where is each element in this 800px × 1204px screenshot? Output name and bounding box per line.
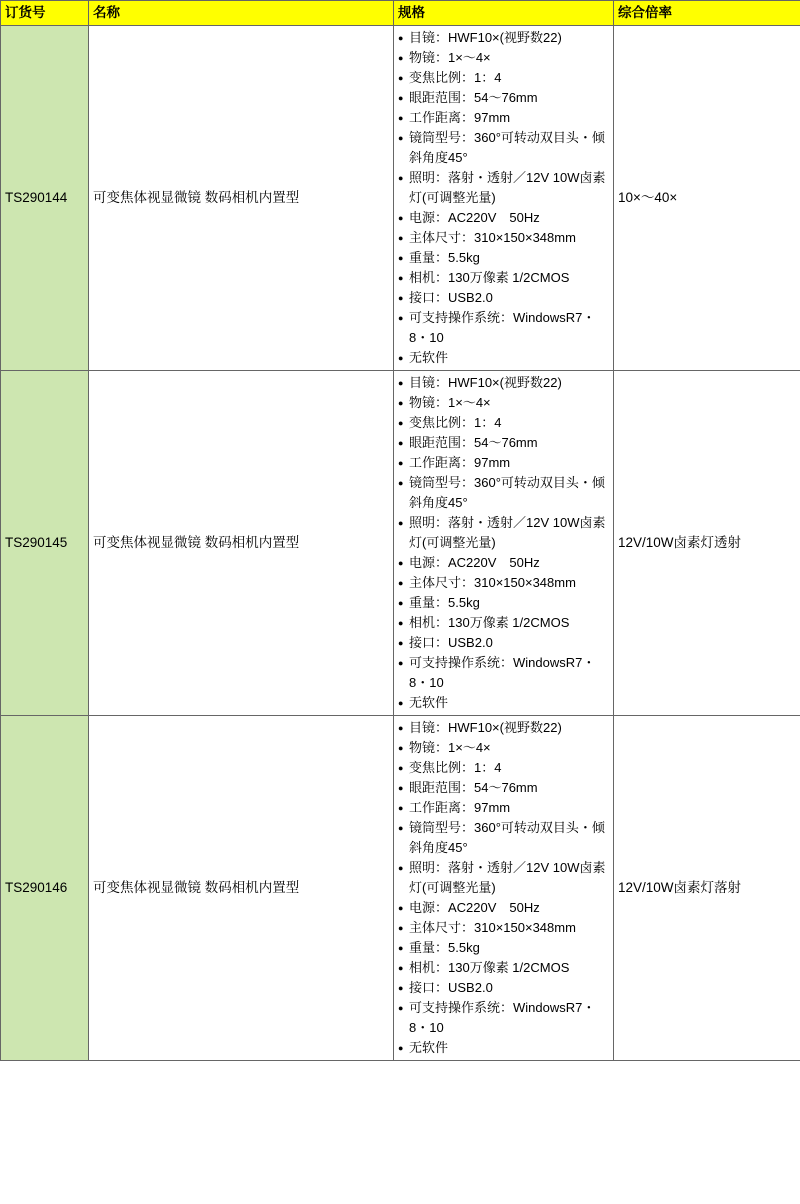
spec-item: ● 目镜：HWF10×(视野数22)	[398, 373, 609, 393]
spec-item: ● 镜筒型号：360°可转动双目头・倾斜角度45°	[398, 128, 609, 168]
spec-item: ● 工作距离：97mm	[398, 453, 609, 473]
spec-item: ● 电源：AC220V 50Hz	[398, 553, 609, 573]
cell-spec	[394, 371, 614, 716]
table-row	[1, 26, 800, 371]
spec-item: ● 可支持操作系统：WindowsR7・8・10	[398, 308, 609, 348]
cell-magnification: 10×～40×	[614, 26, 800, 371]
spec-item: ● 相机：130万像素 1/2CMOS	[398, 958, 609, 978]
spec-item: ● 重量：5.5kg	[398, 248, 609, 268]
spec-item: ● 接口：USB2.0	[398, 633, 609, 653]
spec-item: ● 目镜：HWF10×(视野数22)	[398, 28, 609, 48]
spec-item: ● 电源：AC220V 50Hz	[398, 898, 609, 918]
column-header-order-no: 订货号	[1, 1, 89, 26]
spec-item: ● 眼距范围：54～76mm	[398, 778, 609, 798]
table-row	[1, 371, 800, 716]
spec-list	[398, 28, 609, 368]
spec-item: ● 重量：5.5kg	[398, 593, 609, 613]
spec-item: ● 物镜：1×～4×	[398, 393, 609, 413]
spec-item: ● 相机：130万像素 1/2CMOS	[398, 268, 609, 288]
cell-name: 可变焦体视显微镜 数码相机内置型	[89, 716, 394, 1061]
spec-item: ● 变焦比例：1：4	[398, 413, 609, 433]
table-row	[1, 716, 800, 1061]
spec-item: ● 主体尺寸：310×150×348mm	[398, 918, 609, 938]
spec-item: ● 目镜：HWF10×(视野数22)	[398, 718, 609, 738]
column-header-spec: 规格	[394, 1, 614, 26]
spec-item: ● 主体尺寸：310×150×348mm	[398, 573, 609, 593]
spec-item: ● 照明：落射・透射／12V 10W卤素灯(可调整光量)	[398, 168, 609, 208]
spec-item: ● 电源：AC220V 50Hz	[398, 208, 609, 228]
spec-item: ● 镜筒型号：360°可转动双目头・倾斜角度45°	[398, 473, 609, 513]
cell-magnification: 12V/10W卤素灯落射	[614, 716, 800, 1061]
column-header-magnification: 综合倍率	[614, 1, 800, 26]
spec-item: ● 工作距离：97mm	[398, 108, 609, 128]
spec-item: ● 眼距范围：54～76mm	[398, 88, 609, 108]
spec-item: ● 可支持操作系统：WindowsR7・8・10	[398, 653, 609, 693]
spec-item: ● 主体尺寸：310×150×348mm	[398, 228, 609, 248]
cell-name: 可变焦体视显微镜 数码相机内置型	[89, 26, 394, 371]
spec-item: ● 眼距范围：54～76mm	[398, 433, 609, 453]
spec-item: ● 无软件	[398, 693, 609, 713]
spec-item: ● 无软件	[398, 1038, 609, 1058]
spec-item: ● 镜筒型号：360°可转动双目头・倾斜角度45°	[398, 818, 609, 858]
spec-item: ● 无软件	[398, 348, 609, 368]
spec-item: ● 物镜：1×～4×	[398, 48, 609, 68]
cell-magnification: 12V/10W卤素灯透射	[614, 371, 800, 716]
column-header-name: 名称	[89, 1, 394, 26]
spec-item: ● 相机：130万像素 1/2CMOS	[398, 613, 609, 633]
table-header-row	[1, 1, 800, 26]
spec-item: ● 照明：落射・透射／12V 10W卤素灯(可调整光量)	[398, 858, 609, 898]
spec-list	[398, 373, 609, 713]
spec-item: ● 变焦比例：1：4	[398, 68, 609, 88]
spec-item: ● 变焦比例：1：4	[398, 758, 609, 778]
spec-item: ● 接口：USB2.0	[398, 978, 609, 998]
cell-spec	[394, 26, 614, 371]
spec-item: ● 工作距离：97mm	[398, 798, 609, 818]
spec-item: ● 可支持操作系统：WindowsR7・8・10	[398, 998, 609, 1038]
cell-order-no: TS290145	[1, 371, 89, 716]
cell-order-no: TS290146	[1, 716, 89, 1061]
cell-order-no: TS290144	[1, 26, 89, 371]
spec-list	[398, 718, 609, 1058]
spec-item: ● 重量：5.5kg	[398, 938, 609, 958]
table-body	[1, 26, 800, 1061]
table-header	[1, 1, 800, 26]
spec-item: ● 照明：落射・透射／12V 10W卤素灯(可调整光量)	[398, 513, 609, 553]
spec-item: ● 接口：USB2.0	[398, 288, 609, 308]
spec-item: ● 物镜：1×～4×	[398, 738, 609, 758]
cell-name: 可变焦体视显微镜 数码相机内置型	[89, 371, 394, 716]
cell-spec	[394, 716, 614, 1061]
